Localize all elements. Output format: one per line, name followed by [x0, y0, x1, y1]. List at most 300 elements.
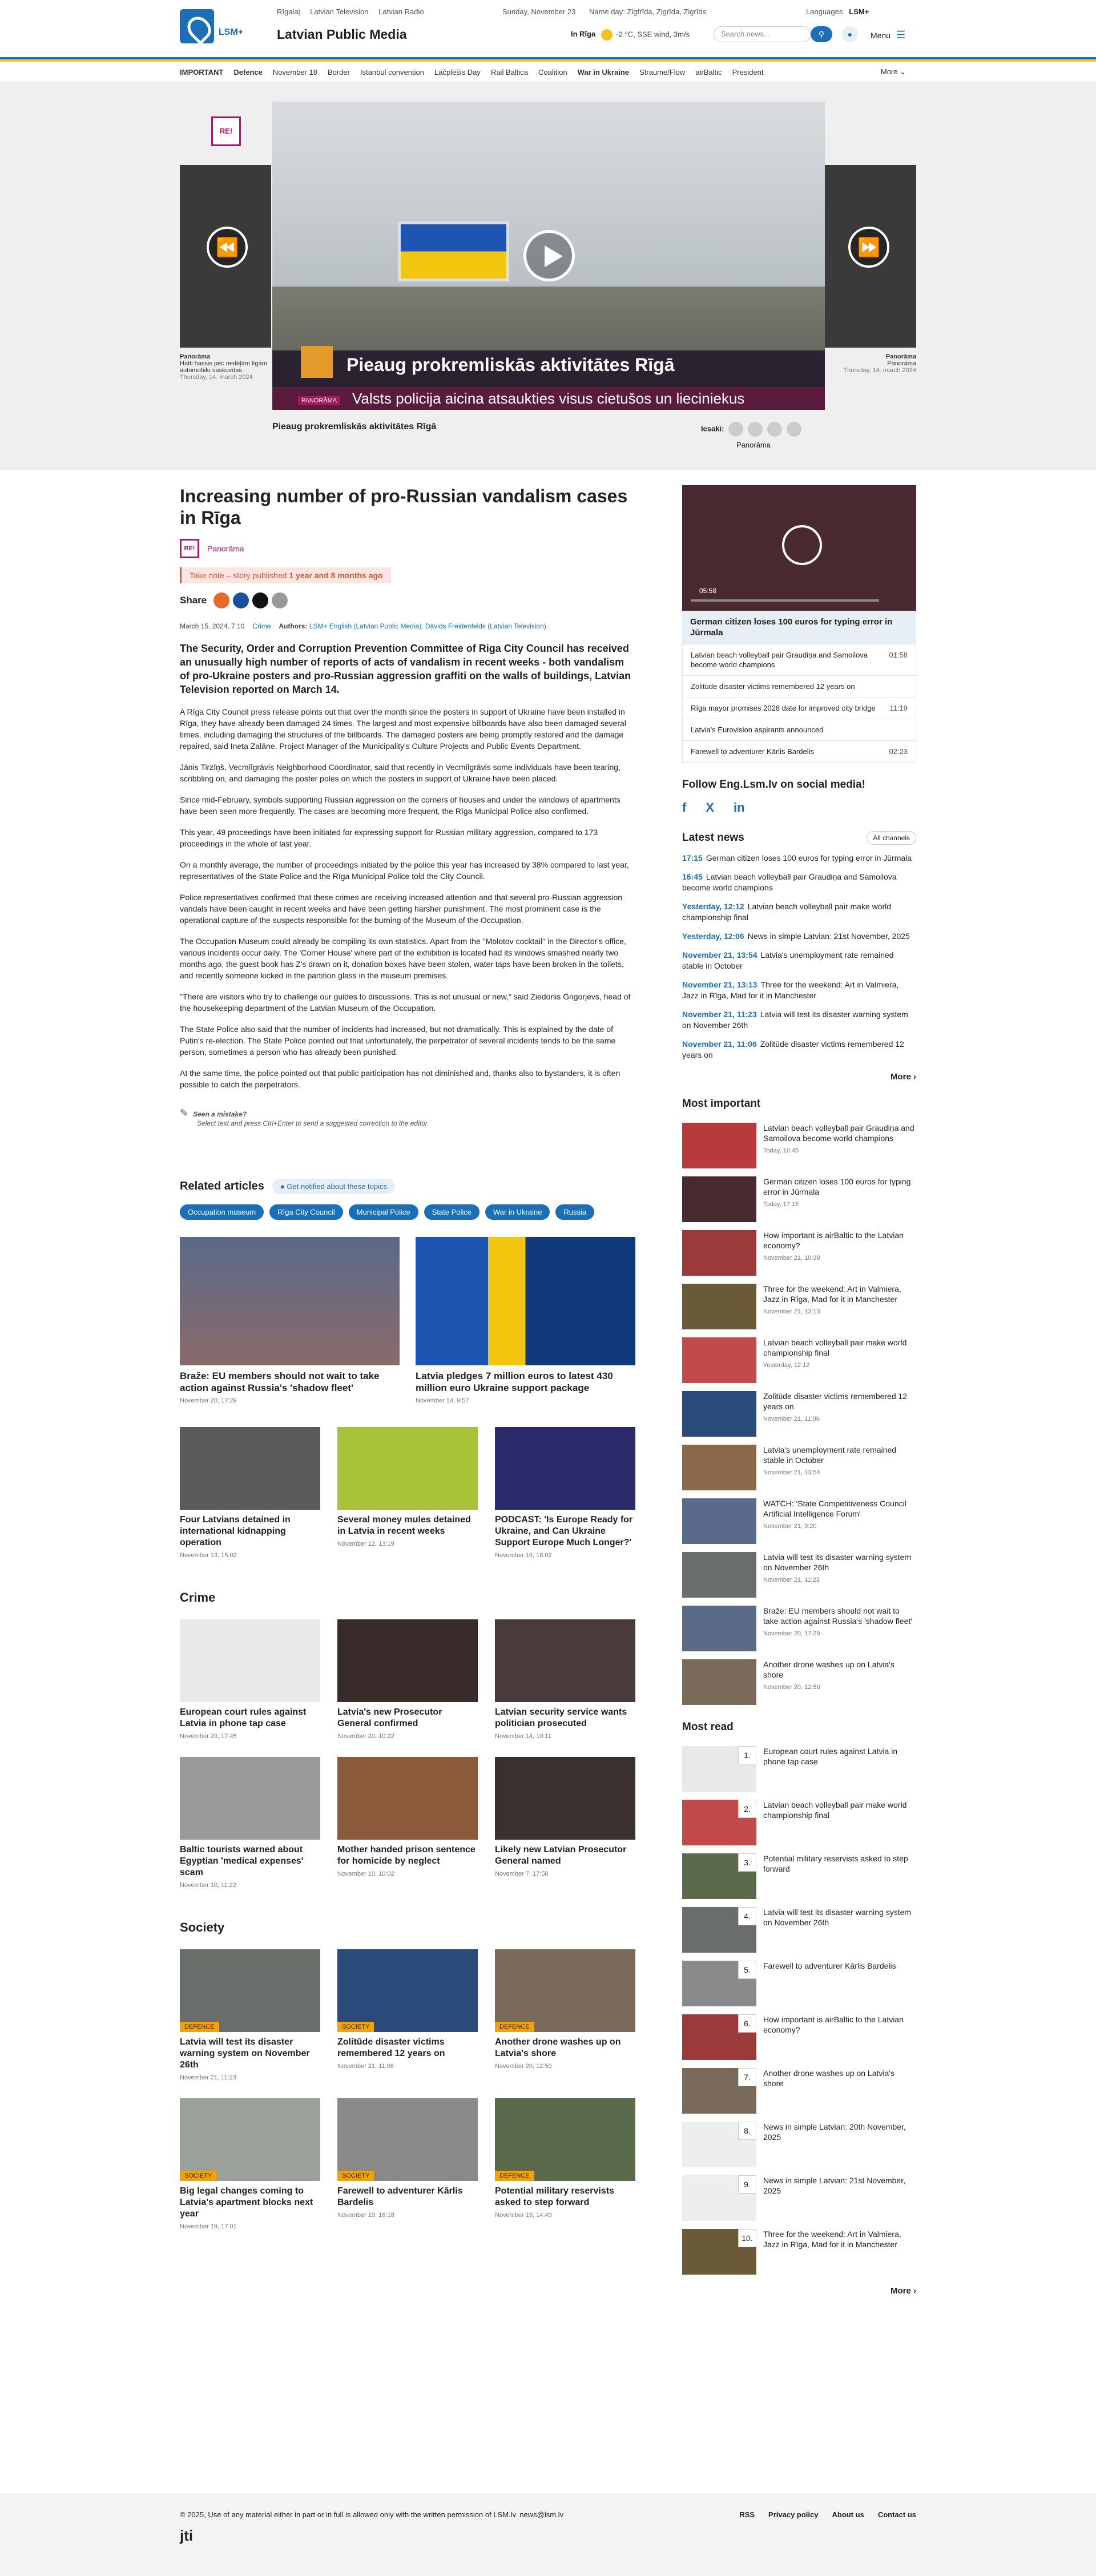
- crime-heading[interactable]: Crime: [180, 1590, 216, 1605]
- latest-time: November 21, 11:23: [682, 1010, 757, 1019]
- paragraph: At the same time, the police pointed out that public participation has not diminished and, thanks also to bystanders, it is often possible to catch the perpetrators.: [180, 1069, 620, 1089]
- latest-time: Yesterday, 12:06: [682, 932, 744, 941]
- playlist-title: Farewell to adventurer Kārlis Bardelis: [691, 747, 815, 756]
- mistake-title: Seen a mistake?: [193, 1110, 247, 1118]
- bell-icon: ●: [280, 1182, 287, 1191]
- card-date: November 21, 11:06: [337, 2063, 394, 2070]
- site-header: [0, 0, 1096, 57]
- article-authors[interactable]: LSM+ English (Latvian Public Media), Dāvids Freidenfelds (Latvian Television): [309, 622, 546, 630]
- nav-item[interactable]: airBaltic: [695, 67, 722, 76]
- most-read-item[interactable]: [682, 2175, 916, 2221]
- playlist-item[interactable]: [683, 697, 916, 719]
- news-card[interactable]: [495, 1949, 635, 2081]
- notify-button[interactable]: [272, 1179, 395, 1194]
- share-row: [180, 592, 636, 608]
- item-date: Today, 16:45: [763, 1147, 799, 1154]
- topic-tag[interactable]: State Police: [424, 1204, 480, 1220]
- sidebar-video[interactable]: [682, 485, 916, 611]
- crime-grid: [180, 1619, 636, 1889]
- show-link[interactable]: Panorāma: [736, 441, 771, 449]
- nav-item[interactable]: Rail Baltica: [490, 67, 528, 76]
- topic-tag[interactable]: Municipal Police: [349, 1204, 418, 1220]
- latest-title: Latvia will test its disaster warning system on November 26th: [682, 1010, 908, 1030]
- item-title: Three for the weekend: Art in Valmiera, Jazz in Rīga, Mad for it in Manchester: [763, 2230, 901, 2249]
- card-title[interactable]: Baltic tourists warned about Egyptian 'medical expenses' scam: [180, 1845, 304, 1877]
- thumb-image: [682, 1606, 756, 1651]
- most-read-item[interactable]: [682, 2068, 916, 2114]
- latest-heading[interactable]: Latest news: [682, 832, 744, 844]
- society-grid: [180, 1949, 636, 2230]
- menu-button[interactable]: [871, 29, 905, 41]
- card-date: November 13, 15:02: [180, 1552, 237, 1559]
- play-icon[interactable]: [523, 230, 575, 281]
- paragraph: Jānis Tirzīņš, Vecmīlgrāvis Neighborhood Coordinator, said that recently in Vecmīlgrāvis some individuals have been tearing, scribbling on, and damaging the poster poles on which the posters in support of Ukraine have been placed.: [180, 763, 620, 783]
- latest-time: Yesterday, 12:12: [682, 902, 744, 911]
- rank-number: 4.: [738, 1907, 756, 1925]
- item-date: November 21, 13:54: [763, 1469, 820, 1476]
- video-time: 05:58: [699, 587, 717, 595]
- topic-tag[interactable]: Rīga City Council: [269, 1204, 342, 1220]
- important-item[interactable]: [682, 1176, 916, 1222]
- share-icon[interactable]: [728, 422, 743, 437]
- important-item[interactable]: [682, 1284, 916, 1329]
- item-title: German citizen loses 100 euros for typing error in Jūrmala: [763, 1177, 911, 1196]
- share-icon[interactable]: [213, 592, 229, 608]
- topic-tag[interactable]: War in Ukraine: [485, 1204, 550, 1220]
- latest-time: 16:45: [682, 872, 703, 881]
- item-title: Three for the weekend: Art in Valmiera, Jazz in Rīga, Mad for it in Manchester: [763, 1284, 901, 1304]
- x-icon[interactable]: [252, 592, 268, 608]
- important-item[interactable]: [682, 1552, 916, 1598]
- rank-number: 10.: [738, 2229, 756, 2247]
- most-read-item[interactable]: [682, 2229, 916, 2275]
- card-image: [180, 1757, 320, 1840]
- card-title[interactable]: Potential military reservists asked to step forward: [495, 2186, 614, 2207]
- card-image: [180, 1237, 400, 1365]
- related-big: [180, 1237, 636, 1404]
- nav-more-label: More: [880, 67, 898, 76]
- thumb-image: [682, 1176, 756, 1222]
- item-date: November 21, 10:38: [763, 1255, 820, 1261]
- playlist-time: 01:58: [889, 651, 908, 659]
- item-title: Braže: EU members should not wait to take action against Russia's 'shadow fleet': [763, 1606, 912, 1626]
- age-notice: [180, 567, 391, 583]
- rank-number: 6.: [738, 2014, 756, 2033]
- most-read-item[interactable]: [682, 1800, 916, 1845]
- footer-links: [726, 2510, 916, 2519]
- card-title[interactable]: Likely new Latvian Prosecutor General named: [495, 1845, 627, 1866]
- important-item[interactable]: [682, 1230, 916, 1276]
- languages-label: Languages: [806, 7, 843, 16]
- important-item[interactable]: [682, 1498, 916, 1544]
- item-title: Farewell to adventurer Kārlis Bardelis: [763, 1961, 896, 1970]
- playlist-item[interactable]: [683, 675, 916, 697]
- important-item[interactable]: [682, 1606, 916, 1651]
- playlist-time: 11:19: [889, 704, 908, 712]
- x-icon[interactable]: X: [706, 800, 715, 815]
- card-tag: DEFENCE: [495, 2022, 534, 2032]
- sidebar: [682, 485, 916, 2296]
- mail-icon[interactable]: [787, 422, 801, 437]
- video-carousel: [0, 82, 1096, 470]
- item-title: Latvian beach volleyball pair make world championship final: [763, 1800, 907, 1820]
- thumb-image: [682, 1391, 756, 1437]
- card-title[interactable]: European court rules against Latvia in phone tap case: [180, 1707, 307, 1728]
- card-title[interactable]: Latvian security service wants politician prosecuted: [495, 1707, 627, 1728]
- most-read-item[interactable]: [682, 2014, 916, 2060]
- playlist-title: Latvian beach volleyball pair Graudiņa and Samoilova become world champions: [691, 651, 868, 669]
- latest-title: Three for the weekend: Art in Valmiera, Jazz in Rīga, Mad for it in Manchester: [682, 980, 899, 1000]
- news-card[interactable]: [180, 2098, 320, 2230]
- fast-forward-icon[interactable]: ⏩: [848, 227, 889, 268]
- copyright: © 2025, Use of any material either in part or in full is allowed only with the written permission of LSM.lv. news@lsm.lv: [180, 2510, 564, 2519]
- thumb-image: [682, 2014, 756, 2060]
- card-title[interactable]: Zolitūde disaster victims remembered 12 years on: [337, 2037, 445, 2058]
- paragraph: Police representatives confirmed that these crimes are receiving increased attention and that several pro-Russian aggression vandals have been caught in recent weeks and have been getting harsher punishment. The most prominent case is the operational capture of the suspects responsible for the burning of the Museum of the Occupation.: [180, 893, 623, 925]
- nameday: Name day: Zigfrīda, Zigrīda, Zigrīds: [589, 7, 707, 16]
- nav-item[interactable]: Lāčplēšis Day: [434, 67, 481, 76]
- weather-city: In Rīga: [571, 30, 596, 39]
- item-date: November 21, 13:13: [763, 1308, 820, 1315]
- news-card[interactable]: [495, 2098, 635, 2230]
- latest-item[interactable]: [682, 950, 916, 971]
- latest-title: Zolitūde disaster victims remembered 12 years on: [682, 1039, 904, 1059]
- latest-item[interactable]: [682, 901, 916, 923]
- card-title[interactable]: Braže: EU members should not wait to take action against Russia's 'shadow fleet': [180, 1370, 380, 1393]
- nav-item[interactable]: President: [732, 67, 764, 76]
- date-info: [502, 7, 718, 16]
- share-bar: [701, 422, 801, 437]
- most-read-list: [682, 1746, 916, 2275]
- card-date: November 14, 10:11: [495, 1733, 551, 1740]
- thumb-image: [682, 1337, 756, 1383]
- authors-label: Authors:: [279, 622, 308, 630]
- news-card[interactable]: [180, 1619, 320, 1740]
- menu-label: Menu: [871, 31, 891, 40]
- most-read-item[interactable]: [682, 1853, 916, 1899]
- footer-link[interactable]: RSS: [739, 2510, 755, 2519]
- latest-item[interactable]: [682, 853, 916, 864]
- item-title: Potential military reservists asked to step forward: [763, 1854, 908, 1873]
- card-date: November 10, 11:22: [180, 1882, 236, 1889]
- nav-item[interactable]: Border: [327, 67, 350, 76]
- item-date: November 21, 11:06: [763, 1416, 820, 1422]
- related-card[interactable]: [180, 1237, 400, 1404]
- thumb-image: [682, 1746, 756, 1792]
- card-image: [180, 1949, 320, 2032]
- important-item[interactable]: [682, 1337, 916, 1383]
- society-heading[interactable]: Society: [180, 1920, 225, 1934]
- x-icon[interactable]: [767, 422, 782, 437]
- nav-item[interactable]: War in Ukraine: [577, 67, 630, 76]
- card-tag: DEFENCE: [495, 2171, 534, 2181]
- item-title: News in simple Latvian: 21st November, 2025: [763, 2176, 905, 2195]
- important-item[interactable]: [682, 1445, 916, 1490]
- weather: [571, 29, 690, 41]
- card-title[interactable]: Another drone washes up on Latvia's shore: [495, 2037, 621, 2058]
- playlist-title: Zolitūde disaster victims remembered 12 years on: [691, 682, 855, 691]
- nav-item[interactable]: November 18: [272, 67, 317, 76]
- sun-icon: [601, 29, 613, 41]
- follow-heading: Follow Eng.Lsm.lv on social media!: [682, 779, 865, 791]
- thumb-image: [682, 1552, 756, 1598]
- most-read-item[interactable]: [682, 1961, 916, 2006]
- brand-link[interactable]: Latvian Television: [310, 7, 369, 16]
- nav-item[interactable]: Coalition: [538, 67, 567, 76]
- important-item[interactable]: [682, 1391, 916, 1437]
- card-image: [180, 2098, 320, 2181]
- video-title[interactable]: Pieaug prokremliskās aktivitātes Rīgā: [272, 422, 437, 432]
- playlist-item[interactable]: [683, 740, 916, 762]
- rank-number: 7.: [738, 2068, 756, 2086]
- card-date: November 19, 14:49: [495, 2212, 552, 2219]
- source-name[interactable]: Panorāma: [207, 544, 244, 553]
- facebook-icon[interactable]: [748, 422, 763, 437]
- paragraph: This year, 49 proceedings have been initiated for expressing support for Russian military aggression, compared to 173 proceedings in the whole of last year.: [180, 828, 598, 848]
- footer-link[interactable]: Privacy policy: [768, 2510, 819, 2519]
- paragraph: On a monthly average, the number of proceedings initiated by the police this year has increased by 38% compared to last year, representatives of the State Police and the Rīga Municipal Police told the City Council.: [180, 860, 629, 881]
- brand-links: [277, 7, 432, 16]
- card-tag: SOCIETY: [337, 2022, 374, 2032]
- item-date: November 20, 12:50: [763, 1684, 820, 1691]
- brand-link[interactable]: Rīgalaļ: [277, 7, 300, 16]
- nav-item[interactable]: Defence: [233, 67, 263, 76]
- item-date: Today, 17:15: [763, 1201, 799, 1208]
- more-link[interactable]: More ›: [890, 2286, 916, 2296]
- sidebar-video-title[interactable]: German citizen loses 100 euros for typing error in Jūrmala: [682, 611, 916, 644]
- play-icon[interactable]: [782, 525, 822, 565]
- latest-time: 17:15: [682, 853, 703, 862]
- latest-list: [682, 853, 916, 1061]
- facebook-icon[interactable]: f: [682, 800, 687, 815]
- most-read-item[interactable]: [682, 1907, 916, 1953]
- article-category[interactable]: Crime: [252, 622, 271, 630]
- card-title[interactable]: Latvia will test its disaster warning system on November 26th: [180, 2037, 310, 2070]
- rank-number: 5.: [738, 1961, 756, 1979]
- article-lead: The Security, Order and Corruption Prevention Committee of Riga City Council has received an unusually high number of reports of acts of vandalism in recent weeks - both vandalism of pro-Ukraine posters and pro-Russian aggression graffiti on the walls of buildings, Latvian Television reported on March 14.: [180, 643, 631, 695]
- thumb-image: [682, 1907, 756, 1953]
- card-tag: SOCIETY: [180, 2171, 216, 2181]
- article-date: March 15, 2024, 7:10: [180, 622, 245, 630]
- mail-icon[interactable]: [272, 592, 288, 608]
- nav-important: IMPORTANT: [180, 67, 224, 76]
- footer-link[interactable]: About us: [832, 2510, 864, 2519]
- notice-prefix: Take note – story published: [190, 571, 287, 580]
- card-title[interactable]: Latvia pledges 7 million euros to latest 430 million euro Ukraine support package: [416, 1370, 613, 1393]
- card-date: November 10, 18:02: [495, 1552, 552, 1559]
- latest-item[interactable]: [682, 1009, 916, 1031]
- card-title[interactable]: Several money mules detained in Latvia in recent weeks: [337, 1515, 471, 1536]
- article-meta: [180, 622, 636, 630]
- latest-title: News in simple Latvian: 21st November, 2025: [747, 932, 910, 941]
- playlist-title: Latvia's Eurovision aspirants announced: [691, 725, 824, 734]
- card-date: November 19, 17:01: [180, 2223, 237, 2230]
- important-item[interactable]: [682, 1123, 916, 1168]
- news-card[interactable]: [180, 1949, 320, 2081]
- re-logo-icon: RE!: [180, 539, 199, 558]
- paragraph: The State Police also said that the number of incidents had increased, but not dramatically. This is explained by the date of Putin's re-election. The State Police pointed out that unfortunately, the perpetrator of several incidents tends to be the same person, sometimes a person who has already been punished.: [180, 1025, 616, 1057]
- nav-item[interactable]: Straume/Flow: [639, 67, 686, 76]
- linkedin-icon[interactable]: in: [734, 800, 745, 815]
- card-image: [337, 1619, 478, 1702]
- card-date: November 14, 9:57: [416, 1397, 469, 1404]
- item-title: Latvia will test its disaster warning system on November 26th: [763, 1553, 912, 1572]
- topic-tags: [180, 1204, 636, 1220]
- rank-number: 2.: [738, 1800, 756, 1818]
- date: Sunday, November 23: [502, 7, 576, 16]
- card-title[interactable]: Mother handed prison sentence for homicide by neglect: [337, 1845, 476, 1866]
- important-heading: Most important: [682, 1098, 761, 1110]
- card-date: November 20, 17:29: [180, 1397, 237, 1404]
- important-list: [682, 1123, 916, 1705]
- latest-title: German citizen loses 100 euros for typing error in Jūrmala: [706, 853, 912, 862]
- card-image: [180, 1619, 320, 1702]
- latest-item[interactable]: [682, 931, 916, 942]
- item-title: Latvia will test its disaster warning system on November 26th: [763, 1908, 912, 1927]
- item-title: How important is airBaltic to the Latvian economy?: [763, 1231, 904, 1250]
- card-title[interactable]: Four Latvians detained in international kidnapping operation: [180, 1515, 291, 1547]
- item-title: Latvian beach volleyball pair make world championship final: [763, 1338, 907, 1357]
- playlist-item[interactable]: [683, 644, 916, 675]
- thumb-image: [682, 2068, 756, 2114]
- notify-label: Get notified about these topics: [287, 1182, 387, 1191]
- related-card[interactable]: [495, 1427, 635, 1559]
- rewind-icon[interactable]: ⏪: [207, 227, 248, 268]
- card-tag: DEFENCE: [180, 2022, 219, 2032]
- thumb-image: [682, 1230, 756, 1276]
- thumb-image: [682, 1445, 756, 1490]
- jti-logo[interactable]: jti: [180, 2527, 194, 2544]
- item-title: Latvian beach volleyball pair Graudiņa and Samoilova become world champions: [763, 1123, 914, 1143]
- thumb-image: [682, 1284, 756, 1329]
- related-card[interactable]: [337, 1427, 478, 1559]
- ukraine-billboard: [398, 221, 509, 281]
- card-image: [495, 1619, 635, 1702]
- item-title: European court rules against Latvia in phone tap case: [763, 1747, 898, 1766]
- nav-item[interactable]: Istanbul convention: [360, 67, 424, 76]
- facebook-icon[interactable]: [233, 592, 249, 608]
- related-card[interactable]: [180, 1427, 320, 1559]
- latest-item[interactable]: [682, 1039, 916, 1061]
- card-image: [337, 1949, 478, 2032]
- item-title: News in simple Latvian: 20th November, 2025: [763, 2122, 906, 2142]
- card-date: Thursday, 14. march 2024: [180, 374, 253, 381]
- thumb-image: [682, 2229, 756, 2275]
- card-caption: Hatti hassis pēc nedēļām līgām automobilu saskuvdas: [180, 360, 267, 374]
- article: [180, 485, 636, 2230]
- item-title: How important is airBaltic to the Latvian economy?: [763, 2015, 904, 2034]
- card-date: November 20, 10:22: [337, 1733, 394, 1740]
- paragraph: The Occupation Museum could already be compiling its own statistics. Apart from the "Molotov cocktail" in the Director's office, various incidents occur daily. The 'Corner House' where part of the exhibition is located had its windows smashed nearly two months ago, the guest book has Z's drawn on it, donation boxes have been stolen, water taps have been broken in the toilets, and recently someone kicked in the partition glass in the museum premises.: [180, 937, 626, 980]
- card-tag: SOCIETY: [337, 2171, 374, 2181]
- card-image: [495, 1427, 635, 1510]
- card-image: [337, 2098, 478, 2181]
- item-title: Zolitūde disaster victims remembered 12 years on: [763, 1392, 908, 1411]
- paragraph: A Rīga City Council press release points out that over the month since the posters in support of Ukraine have been installed in Rīga, they have already been damaged 24 times. The largest and most expensive billboards have also been damaged several times, including damaging the structures of the billboards. The damaged posters are being promptly restored and the damage repaired, said Ineta Zalāne, Project Manager of the Municipality's Culture Projects and Public Events Department.: [180, 707, 626, 751]
- card-caption: Panorāma: [887, 360, 916, 367]
- card-image: [495, 1757, 635, 1840]
- channel-select[interactable]: All channels: [867, 831, 916, 845]
- news-card[interactable]: [495, 1619, 635, 1740]
- notice-age: 1 year and 8 months ago: [289, 571, 383, 580]
- most-read-item[interactable]: [682, 2122, 916, 2167]
- video-playlist: [682, 644, 916, 763]
- article-title: Increasing number of pro-Russian vandalism cases in Rīga: [180, 486, 628, 528]
- item-date: November 21, 9:20: [763, 1523, 817, 1530]
- thumb-image: [682, 1498, 756, 1544]
- important-item[interactable]: [682, 1659, 916, 1705]
- footer: [0, 2493, 1096, 2576]
- footer-link[interactable]: Contact us: [877, 2510, 916, 2519]
- video-progress[interactable]: [691, 599, 879, 602]
- news-card[interactable]: [337, 1949, 478, 2081]
- card-image: [337, 1427, 478, 1510]
- playlist-item[interactable]: [683, 719, 916, 740]
- card-show: Panorāma: [180, 353, 211, 360]
- thumb-image: [682, 1853, 756, 1899]
- topic-tag[interactable]: Russia: [555, 1204, 594, 1220]
- thumb-image: [682, 1961, 756, 2006]
- card-title[interactable]: PODCAST: 'Is Europe Ready for Ukraine, and Can Ukraine Support Europe Much Longer?': [495, 1515, 633, 1547]
- card-image: [180, 1427, 320, 1510]
- latest-time: November 21, 13:13: [682, 980, 757, 989]
- mistake-box: [180, 1107, 636, 1127]
- related-card[interactable]: [416, 1237, 635, 1404]
- most-read-item[interactable]: [682, 1746, 916, 1792]
- news-card[interactable]: [495, 1757, 635, 1889]
- search-input[interactable]: Search news...: [714, 26, 811, 42]
- bell-icon[interactable]: ●: [842, 26, 858, 42]
- lsm-logo[interactable]: [180, 9, 214, 43]
- article-body: [180, 706, 636, 1090]
- news-card[interactable]: [337, 1757, 478, 1889]
- news-card[interactable]: [180, 1757, 320, 1889]
- news-card[interactable]: [337, 1619, 478, 1740]
- share-heading: Share: [180, 595, 207, 606]
- ribbon: [0, 57, 1096, 62]
- related-header: [180, 1179, 636, 1194]
- latest-item[interactable]: [682, 979, 916, 1001]
- latest-title: Latvia's unemployment rate remained stable in October: [682, 950, 894, 970]
- more-link[interactable]: More ›: [890, 1072, 916, 1082]
- nav-more[interactable]: More ⌄: [880, 67, 906, 76]
- card-title[interactable]: Big legal changes coming to Latvia's apartment blocks next year: [180, 2186, 313, 2219]
- thumb-image: [682, 2175, 756, 2221]
- panorama-logo-icon: [301, 346, 333, 378]
- latest-item[interactable]: [682, 872, 916, 893]
- search-icon[interactable]: ⚲: [811, 26, 832, 42]
- brand-link[interactable]: Latvian Radio: [378, 7, 424, 16]
- news-card[interactable]: [337, 2098, 478, 2230]
- card-date: November 20, 17:45: [180, 1733, 237, 1740]
- related-heading: Related articles: [180, 1180, 264, 1192]
- card-image: [337, 1757, 478, 1840]
- card-date: November 10, 10:02: [337, 1870, 394, 1877]
- site-title[interactable]: Latvian Public Media: [277, 27, 407, 42]
- card-title[interactable]: Farewell to adventurer Kārlis Bardelis: [337, 2186, 463, 2207]
- languages-selector[interactable]: [806, 7, 869, 16]
- topic-tag[interactable]: Occupation museum: [180, 1204, 264, 1220]
- item-title: Another drone washes up on Latvia's shore: [763, 2069, 894, 2088]
- card-image: [495, 1949, 635, 2032]
- card-title[interactable]: Latvia's new Prosecutor General confirmed: [337, 1707, 442, 1728]
- lsm-plus-link[interactable]: LSM+: [849, 7, 869, 16]
- thumb-image: [682, 1800, 756, 1845]
- article-source[interactable]: [180, 539, 636, 558]
- card-label: [825, 353, 916, 374]
- main-video[interactable]: [272, 102, 825, 410]
- most-read-heading: Most read: [682, 1721, 734, 1733]
